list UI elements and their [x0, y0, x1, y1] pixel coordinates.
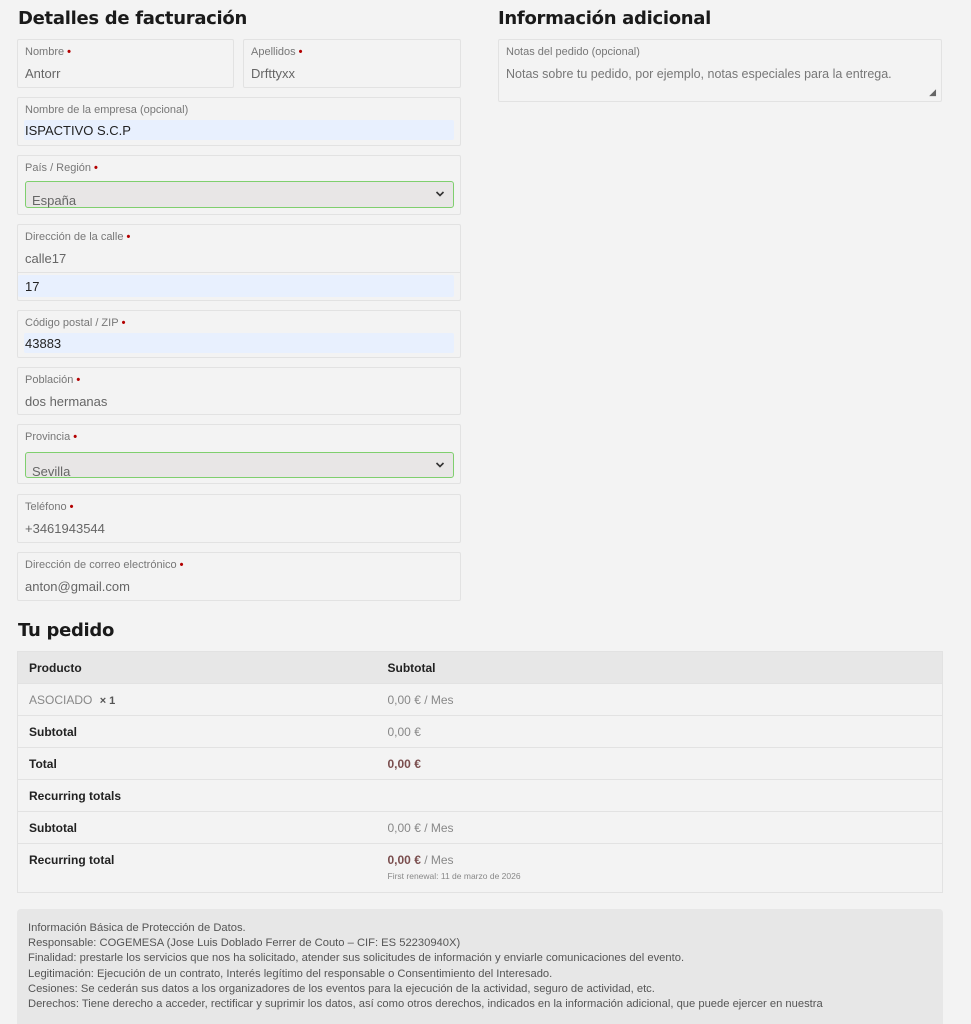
phone-label: Teléfono •	[25, 501, 74, 513]
postcode-input[interactable]	[24, 333, 454, 353]
country-select[interactable]	[25, 181, 454, 208]
resize-handle-icon[interactable]: ◢	[929, 87, 936, 97]
col-subtotal-header: Subtotal	[377, 652, 943, 684]
product-price: 0,00 €	[387, 692, 421, 707]
postcode-field[interactable]	[17, 310, 461, 358]
company-value: ISPACTIVO S.C.P	[25, 123, 131, 138]
privacy-line: Responsable: COGEMESA (Jose Luis Doblado Ferrer de Couto – CIF: ES 52230940X)	[28, 937, 461, 950]
product-qty: × 1	[99, 694, 116, 707]
province-label: Provincia •	[25, 431, 78, 443]
privacy-line: Legitimación: Ejecución de un contrato, Interés legítimo del responsable o Consentimiento del Interesado.	[28, 967, 553, 980]
table-row	[18, 716, 943, 748]
first-name-field[interactable]	[17, 39, 234, 88]
table-row	[18, 812, 943, 844]
col-product-header: Producto	[18, 652, 377, 684]
privacy-line: Finalidad: prestarle los servicios que nos ha solicitado, atender sus solicitudes de información y enviarle comunicaciones del evento.	[28, 952, 685, 965]
recurring-subtotal-value: 0,00 € / Mes	[377, 812, 943, 844]
subtotal-value: 0,00 €	[377, 716, 943, 748]
order-notes-textarea[interactable]	[498, 39, 942, 102]
postcode-value: 43883	[25, 336, 62, 351]
product-period: / Mes	[420, 692, 454, 707]
order-notes-placeholder: Notas sobre tu pedido, por ejemplo, notas especiales para la entrega.	[506, 67, 892, 81]
product-price-cell	[377, 684, 943, 716]
province-select[interactable]	[25, 452, 454, 478]
recurring-total-cell	[377, 844, 943, 893]
street-line2-value: 17	[25, 279, 40, 294]
privacy-line: Cesiones: Se cederán sus datos a los organizadores de los eventos para la ejecución de la actividad, seguro de actividad, etc.	[28, 982, 655, 995]
privacy-line: Información Básica de Protección de Datos.	[28, 922, 246, 934]
first-name-label: Nombre •	[25, 46, 71, 58]
order-notes-label: Notas del pedido (opcional)	[506, 46, 640, 58]
recurring-total-period: / Mes	[420, 853, 454, 867]
company-label: Nombre de la empresa (opcional)	[25, 104, 189, 116]
product-cell	[18, 684, 377, 716]
table-row	[18, 780, 943, 812]
street-divider	[18, 272, 460, 273]
last-name-field[interactable]	[243, 39, 461, 88]
country-label: País / Región •	[25, 162, 98, 174]
country-field	[17, 155, 461, 215]
street-field	[17, 224, 461, 301]
phone-field[interactable]	[17, 494, 461, 543]
email-field[interactable]	[17, 552, 461, 601]
product-name: ASOCIADO	[29, 692, 93, 707]
recurring-total-value: 0,00 €	[387, 853, 421, 867]
order-table	[17, 651, 943, 893]
province-field	[17, 424, 461, 484]
privacy-line: Derechos: Tiene derecho a acceder, rectificar y suprimir los datos, así como otros derechos, indicados en la información adicional, que puede ejercer en nuestra	[28, 998, 823, 1011]
table-row	[18, 684, 943, 716]
province-selected-value: Sevilla	[32, 464, 71, 479]
total-value-cell	[377, 748, 943, 780]
recurring-totals-label: Recurring totals	[18, 780, 943, 812]
recurring-subtotal-label: Subtotal	[18, 812, 377, 844]
street-line2-input[interactable]	[18, 275, 454, 297]
privacy-info-box	[17, 909, 943, 1024]
recurring-total-label: Recurring total	[18, 844, 377, 893]
city-field[interactable]	[17, 367, 461, 415]
city-value[interactable]: dos hermanas	[25, 394, 108, 409]
phone-value[interactable]: +3461943544	[25, 521, 105, 536]
additional-info-title: Información adicional	[498, 8, 712, 29]
company-field[interactable]	[17, 97, 461, 146]
billing-title: Detalles de facturación	[18, 8, 247, 29]
chevron-down-icon	[435, 458, 445, 475]
postcode-label: Código postal / ZIP •	[25, 317, 126, 329]
last-name-value[interactable]: Drfttyxx	[251, 66, 296, 81]
table-row	[18, 844, 943, 893]
email-value[interactable]: anton@gmail.com	[25, 579, 130, 594]
order-title: Tu pedido	[18, 620, 115, 641]
total-value: 0,00 €	[387, 756, 421, 771]
street-line1-value[interactable]: calle17	[25, 251, 67, 266]
first-name-value[interactable]: Antorr	[25, 66, 61, 81]
city-label: Población •	[25, 374, 81, 386]
subtotal-label: Subtotal	[18, 716, 377, 748]
street-label: Dirección de la calle •	[25, 231, 131, 243]
chevron-down-icon	[435, 187, 445, 204]
email-label: Dirección de correo electrónico •	[25, 559, 184, 571]
total-label: Total	[18, 748, 377, 780]
table-header-row	[18, 652, 943, 684]
last-name-label: Apellidos •	[251, 46, 303, 58]
first-renewal-note: First renewal: 11 de marzo de 2026	[387, 871, 521, 881]
table-row	[18, 748, 943, 780]
country-selected-value: España	[32, 193, 77, 208]
